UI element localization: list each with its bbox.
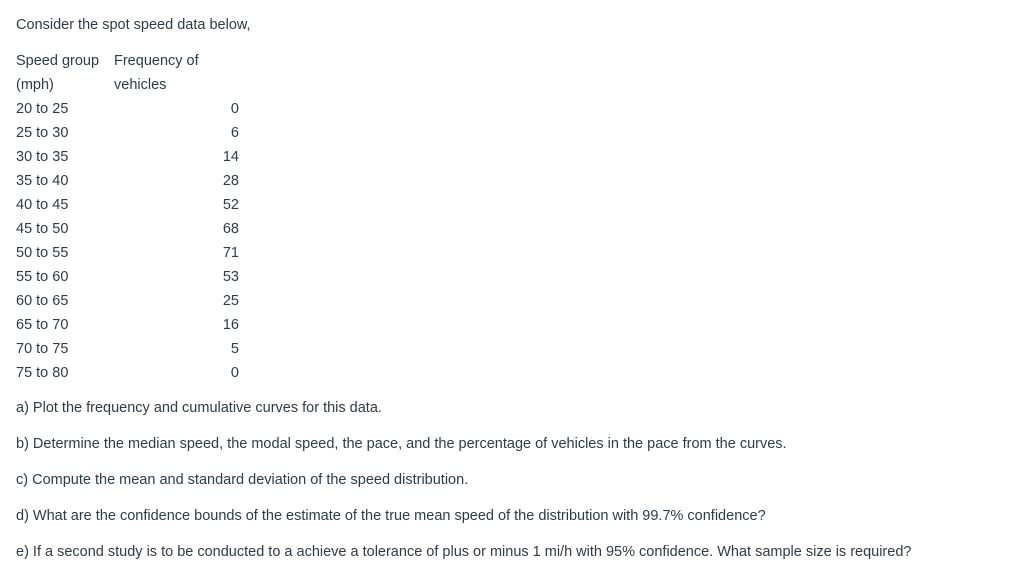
speed-group-cell: 60 to 65 [16, 293, 69, 309]
speed-group-cell: 40 to 45 [16, 197, 69, 213]
question-e: e) If a second study is to be conducted to a achieve a tolerance of plus or minus 1 mi/h with 95% confidence. What sample size is required? [16, 544, 912, 560]
speed-group-cell: 65 to 70 [16, 317, 69, 333]
frequency-cell: 52 [222, 197, 239, 213]
frequency-cell: 28 [222, 173, 239, 189]
table-row [16, 219, 239, 243]
table-header-row-2 [16, 75, 239, 99]
frequency-cell: 6 [230, 125, 239, 141]
speed-group-cell: 30 to 35 [16, 149, 69, 165]
table-row [16, 291, 239, 315]
frequency-cell: 0 [230, 365, 239, 381]
question-b: b) Determine the median speed, the modal speed, the pace, and the percentage of vehicles in the pace from the curves. [16, 436, 787, 452]
speed-group-cell: 45 to 50 [16, 221, 69, 237]
table-row [16, 363, 239, 387]
speed-data-table [16, 51, 239, 387]
speed-group-cell: 55 to 60 [16, 269, 69, 285]
table-row [16, 99, 239, 123]
intro-text: Consider the spot speed data below, [16, 17, 251, 33]
table-row [16, 147, 239, 171]
speed-group-cell: 35 to 40 [16, 173, 69, 189]
speed-group-cell: 70 to 75 [16, 341, 69, 357]
speed-group-cell: 20 to 25 [16, 101, 69, 117]
frequency-cell: 71 [222, 245, 239, 261]
speed-group-cell: 50 to 55 [16, 245, 69, 261]
table-row [16, 171, 239, 195]
table-row [16, 195, 239, 219]
header-vehicles: vehicles [114, 77, 167, 93]
question-c: c) Compute the mean and standard deviation of the speed distribution. [16, 472, 469, 488]
question-a: a) Plot the frequency and cumulative curves for this data. [16, 400, 382, 416]
table-row [16, 315, 239, 339]
frequency-cell: 53 [222, 269, 239, 285]
question-list [16, 398, 911, 578]
frequency-cell: 14 [222, 149, 239, 165]
frequency-cell: 5 [230, 341, 239, 357]
table-row [16, 267, 239, 291]
speed-group-cell: 75 to 80 [16, 365, 69, 381]
frequency-cell: 0 [230, 101, 239, 117]
table-row [16, 243, 239, 267]
table-body [16, 99, 239, 387]
question-d: d) What are the confidence bounds of the estimate of the true mean speed of the distribution with 99.7% confidence? [16, 508, 766, 524]
frequency-cell: 16 [222, 317, 239, 333]
table-row [16, 123, 239, 147]
table-header-row-1 [16, 51, 239, 75]
header-frequency: Frequency of [114, 53, 199, 69]
table-row [16, 339, 239, 363]
speed-group-cell: 25 to 30 [16, 125, 69, 141]
header-speed-group: Speed group [16, 53, 100, 69]
frequency-cell: 68 [222, 221, 239, 237]
header-speed-unit: (mph) [16, 77, 54, 93]
frequency-cell: 25 [222, 293, 239, 309]
